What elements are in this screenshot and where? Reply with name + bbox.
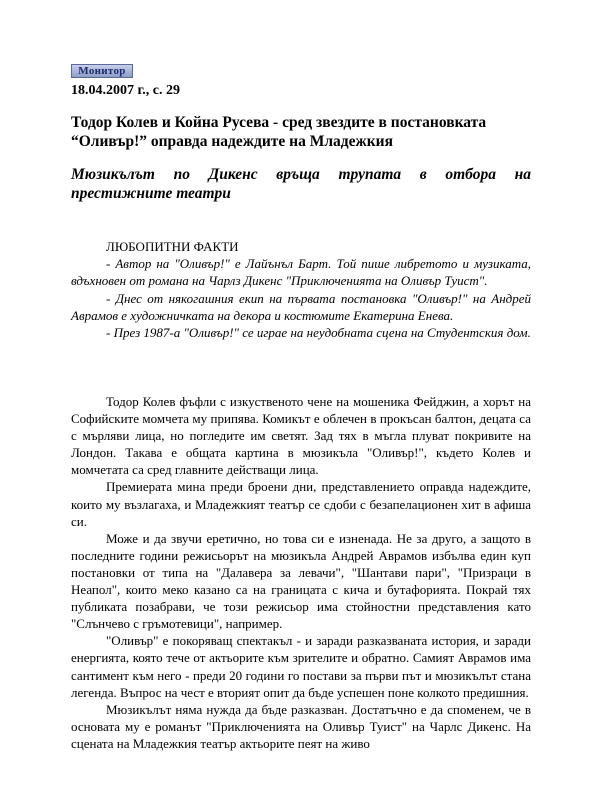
body-paragraph: Премиерата мина преди броени дни, представлението оправда надеждите, които му възлагаха, и Младежкият театър се сдоби с безапелационен хит в афиша си. <box>71 479 531 529</box>
body-paragraph: "Оливър" е покоряващ спектакъл - и заради разказваната история, и заради енергията, която тече от актьорите към зрителите и обратно. Самият Аврамов има сантимент към него - преди 20 години го постави за първи път и мюзикълът стана легенда. Въпрос на чест е вторият опит да бъде успешен поне колкото предишния. <box>71 633 531 700</box>
article-headline: Тодор Колев и Койна Русева - сред звездите в постановката “Оливър!” оправда надеждите на Младежкия <box>71 114 487 150</box>
body-paragraph: Мюзикълът няма нужда да бъде разказван. Достатъчно е да споменем, че в основата му е романът "Приключенията на Оливър Туист" на Чарлс Дикенс. На сцената на Младежкия театър актьорите пеят на живо <box>71 701 531 751</box>
article-body <box>71 393 531 752</box>
body-paragraph: Може и да звучи еретично, но това си е изненада. Не за друго, а защото в последните години режисьорът на мюзикъла Андрей Аврамов избълва един куп постановки от типа на "Далавера за левачи", "Шантави пари", "Призраци в Неапол", които меко казано са на границата с кича и бутафорията. Покрай тях публиката позабрави, че този режисьор има стойностни представления като "Слънчево с гръмотевици", например. <box>71 530 531 632</box>
newspaper-logo <box>71 64 133 78</box>
publication-date: 18.04.2007 г., с. 29 <box>71 83 180 98</box>
facts-heading: ЛЮБОПИТНИ ФАКТИ <box>106 239 239 254</box>
fact-item: - През 1987-а "Оливър!" се играе на неудобната сцена на Студентския дом. <box>106 325 531 341</box>
facts-box <box>71 238 531 341</box>
article-subheadline: Мюзикълът по Дикенс връща трупата в отбора на престижните театри <box>71 166 531 202</box>
fact-item: - Днес от някогашния екип на първата постановка "Оливър!" на Андрей Аврамов е художничката на декора и костюмите Екатерина Енева. <box>71 290 531 323</box>
body-paragraph: Тодор Колев фъфли с изкуственото чене на мошеника Фейджин, а хорът на Софийските момчета му припява. Комикът е облечен в прокъсан балтон, децата са с мърляви лица, но погледите им светят. Зад тях в мъгла плуват покривите на Лондон. Такава е общата картина в мюзикъла "Оливър!", където Колев и момчетата са сред главните действащи лица. <box>71 394 531 478</box>
newspaper-logo-text: Монитор <box>78 64 126 77</box>
fact-item: - Автор на "Оливър!" е Лайънъл Барт. Той пише либретото и музиката, вдъхновен от романа на Чарлз Дикенс "Приключенията на Оливър Туист". <box>71 256 531 289</box>
